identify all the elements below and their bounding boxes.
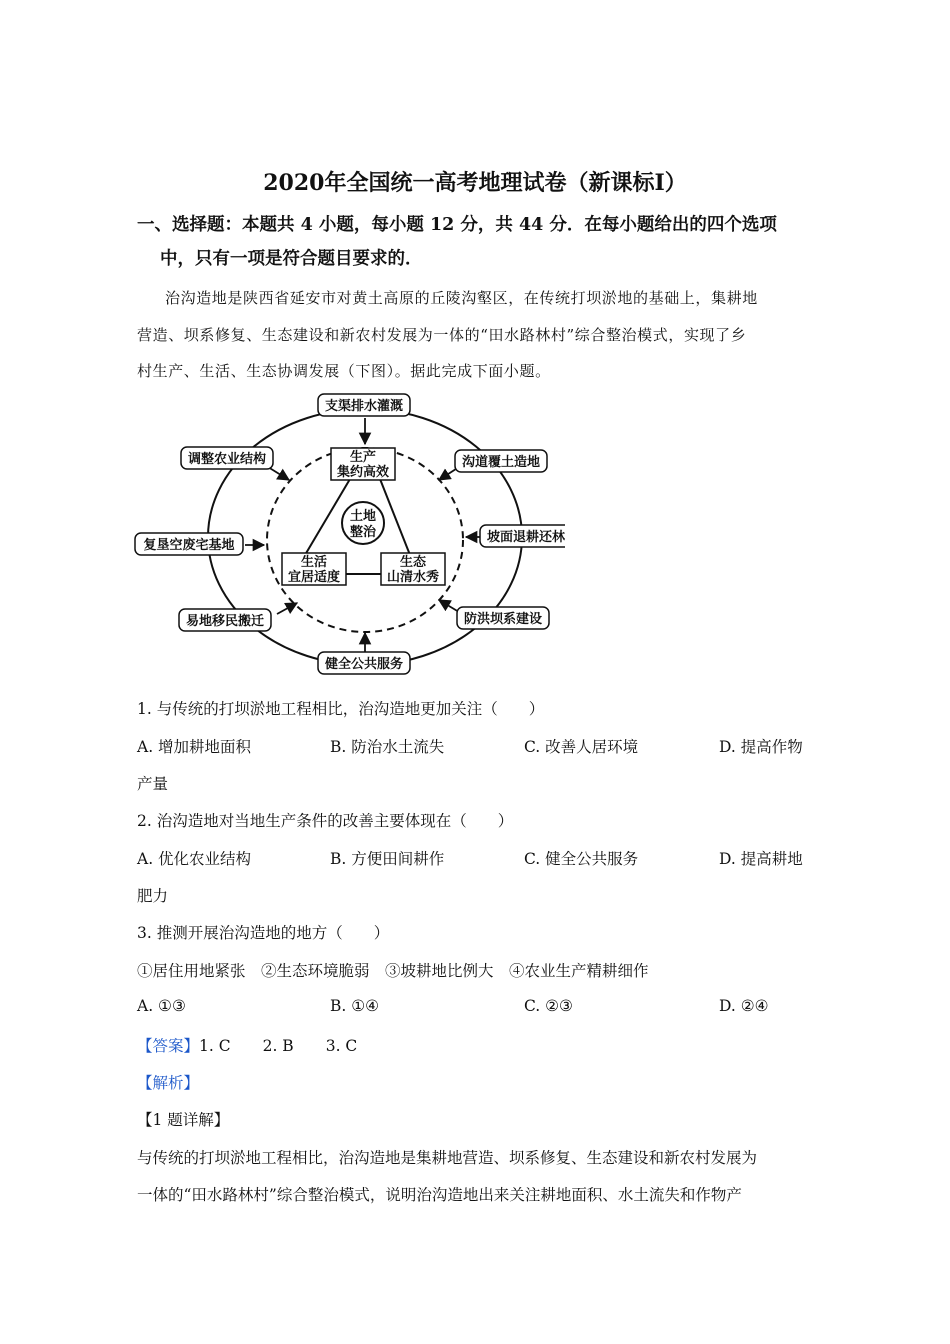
q3-option-b[interactable]: B. ①④ (330, 997, 380, 1015)
q3-option-d[interactable]: D. ②④ (719, 997, 769, 1015)
section-heading-line2: 中，只有一项是符合题目要求的． (160, 249, 423, 269)
life-label-1: 生活 (300, 555, 328, 570)
q3-statements: ①居住用地紧张 ②生态环境脆弱 ③坡耕地比例大 ④农业生产精耕细作 (137, 962, 649, 980)
section-heading-line1: 一、选择题：本题共 4 小题，每小题 12 分，共 44 分．在每小题给出的四个选项 (137, 215, 777, 235)
q2-option-b[interactable]: B. 方便田间耕作 (330, 850, 445, 868)
measure-upper-right: 沟道覆土造地 (461, 455, 541, 470)
measure-lower-right: 防洪坝系建设 (463, 612, 543, 627)
land-consolidation-diagram (125, 388, 565, 678)
detail-line-2: 一体的“田水路林村”综合整治模式，说明治沟造地出来关注耕地面积、水土流失和作物产 (137, 1186, 742, 1204)
ecology-label-2: 山清水秀 (386, 570, 440, 585)
q1-option-d[interactable]: D. 提高作物 (719, 738, 803, 756)
q1-option-d-wrap: 产量 (137, 775, 169, 793)
detail-line-1: 与传统的打坝淤地工程相比，治沟造地是集耕地营造、坝系修复、生态建设和新农村发展为 (137, 1149, 758, 1167)
question-3-stem: 3. 推测开展治沟造地的地方（ ） (137, 924, 390, 942)
center-label-1: 土地 (349, 509, 377, 524)
measure-right: 坡面退耕还林 (486, 530, 565, 545)
q2-option-d[interactable]: D. 提高耕地 (719, 850, 803, 868)
q1-option-b[interactable]: B. 防治水土流失 (330, 738, 445, 756)
center-label-2: 整治 (349, 525, 377, 540)
q2-option-d-wrap: 肥力 (137, 887, 169, 905)
page-title: 2020年全国统一高考地理试卷（新课标Ⅰ） (263, 170, 687, 196)
q1-option-c[interactable]: C. 改善人居环境 (524, 738, 639, 756)
answer-line (137, 1034, 357, 1056)
q1-option-a[interactable]: A. 增加耕地面积 (137, 738, 252, 756)
detail-tag: 【1 题详解】 (137, 1111, 230, 1129)
q3-option-c[interactable]: C. ②③ (524, 997, 573, 1015)
analysis-tag: 【解析】 (137, 1074, 200, 1092)
production-label-1: 生产 (349, 450, 377, 465)
measure-top: 支渠排水灌溉 (324, 399, 404, 414)
answer-2: 2. B (262, 1037, 294, 1055)
question-2-stem: 2. 治沟造地对当地生产条件的改善主要体现在（ ） (137, 812, 514, 830)
q2-option-c[interactable]: C. 健全公共服务 (524, 850, 639, 868)
question-1-stem: 1. 与传统的打坝淤地工程相比，治沟造地更加关注（ ） (137, 700, 545, 718)
measure-lower-left: 易地移民搬迁 (185, 614, 265, 629)
answer-1: 1. C (199, 1037, 231, 1055)
measure-left: 复垦空废宅基地 (143, 538, 235, 553)
intro-line-3: 村生产、生活、生态协调发展（下图）。据此完成下面小题。 (137, 362, 551, 380)
ecology-label-1: 生态 (399, 555, 427, 570)
answer-3: 3. C (325, 1037, 358, 1055)
measure-bottom: 健全公共服务 (324, 657, 404, 672)
life-label-2: 宜居适度 (287, 570, 341, 585)
q2-option-a[interactable]: A. 优化农业结构 (137, 850, 252, 868)
measure-upper-left: 调整农业结构 (187, 452, 267, 467)
q3-option-a[interactable]: A. ①③ (137, 997, 186, 1015)
answer-tag: 【答案】 (137, 1037, 200, 1055)
production-label-2: 集约高效 (336, 465, 390, 480)
intro-line-1: 治沟造地是陕西省延安市对黄土高原的丘陵沟壑区，在传统打坝淤地的基础上，集耕地 (165, 289, 758, 307)
intro-line-2: 营造、坝系修复、生态建设和新农村发展为一体的“田水路林村”综合整治模式，实现了乡 (137, 326, 747, 344)
